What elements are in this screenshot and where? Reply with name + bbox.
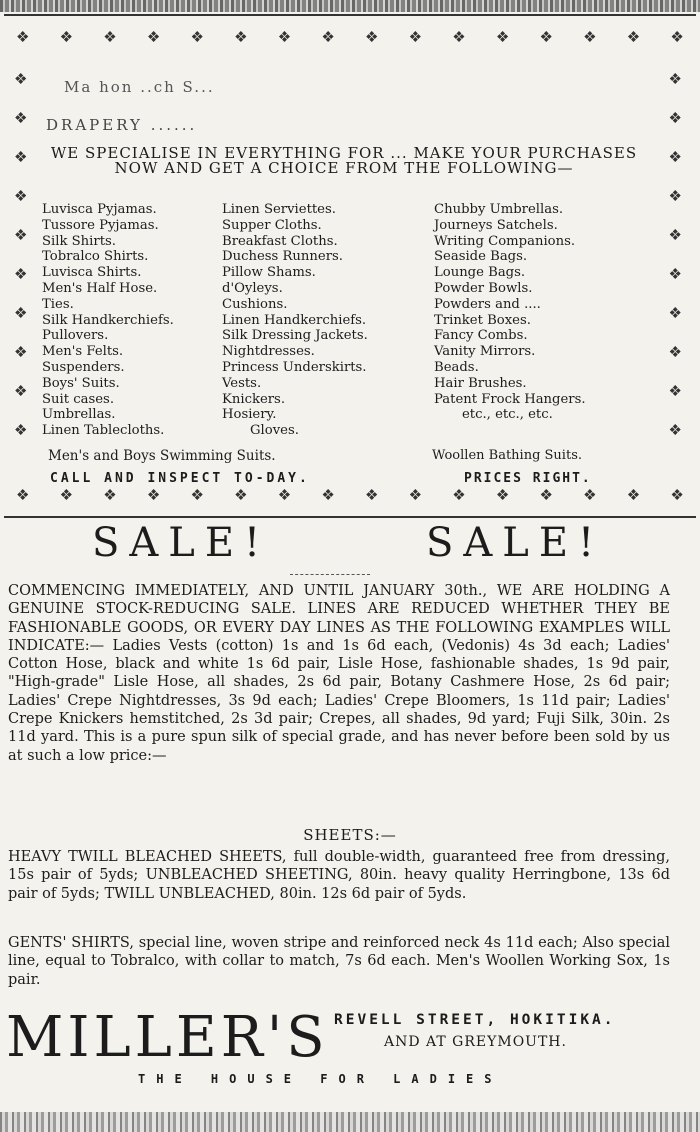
ornament-icon: ❖ xyxy=(668,343,682,361)
list-item: Powder Bowls. xyxy=(434,280,533,296)
ornament-icon: ❖ xyxy=(452,28,466,46)
store-address: REVELL STREET, HOKITIKA. xyxy=(334,1012,616,1028)
store-branch: AND AT GREYMOUTH. xyxy=(384,1034,567,1050)
list-item: Cushions. xyxy=(222,296,288,312)
ornament-icon: ❖ xyxy=(668,226,682,244)
product-list xyxy=(42,202,642,439)
list-item: Tussore Pyjamas. xyxy=(42,217,159,233)
list-item: Umbrellas. xyxy=(42,407,116,423)
call-inspect-slogan: CALL AND INSPECT TO-DAY. xyxy=(50,471,310,486)
left-ornament-column xyxy=(14,72,27,438)
list-item: Supper Cloths. xyxy=(222,217,322,233)
ornament-icon: ❖ xyxy=(539,28,553,46)
list-item: Linen Serviettes. xyxy=(222,202,336,217)
list-item: Linen Tablecloths. xyxy=(42,423,165,439)
ornament-icon: ❖ xyxy=(452,486,466,504)
ornament-icon: ❖ xyxy=(668,265,682,283)
bottom-ornament-row xyxy=(16,488,684,503)
store-name: MILLER'S xyxy=(6,1005,329,1070)
ornament-icon: ❖ xyxy=(190,28,204,46)
list-item: Men's Half Hose. xyxy=(42,280,158,296)
ornament-icon: ❖ xyxy=(668,148,682,166)
right-ornament-column xyxy=(669,72,682,438)
list-item: Seaside Bags. xyxy=(434,249,528,265)
list-item: Chubby Umbrellas. xyxy=(434,202,564,217)
list-item: Luvisca Shirts. xyxy=(42,265,142,281)
ornament-icon: ❖ xyxy=(14,109,28,127)
list-item: Silk Shirts. xyxy=(42,233,116,249)
ornament-icon: ❖ xyxy=(408,28,423,46)
woollen-bathing-line: Woollen Bathing Suits. xyxy=(432,448,582,463)
ornament-icon: ❖ xyxy=(539,486,553,504)
ornament-icon: ❖ xyxy=(583,28,597,46)
swimming-suits-line: Men's and Boys Swimming Suits. xyxy=(48,448,276,464)
ornament-icon: ❖ xyxy=(668,187,682,205)
ornament-icon: ❖ xyxy=(234,28,248,46)
list-item: Men's Felts. xyxy=(42,344,124,360)
ornament-icon: ❖ xyxy=(583,486,597,504)
ornament-icon: ❖ xyxy=(277,28,292,46)
ornament-icon: ❖ xyxy=(146,486,161,504)
ornament-icon: ❖ xyxy=(14,226,28,244)
list-item: Vanity Mirrors. xyxy=(434,344,536,360)
list-item: Powders and .... xyxy=(434,296,541,312)
list-item: Vests. xyxy=(222,375,262,391)
ad-header-line: Ma hon ..ch S... xyxy=(64,78,215,96)
ornament-icon: ❖ xyxy=(626,486,641,504)
list-item: Breakfast Cloths. xyxy=(222,233,338,249)
ornament-icon: ❖ xyxy=(146,28,161,46)
list-item: Linen Handkerchiefs. xyxy=(222,312,367,328)
ornament-icon: ❖ xyxy=(365,28,379,46)
ornament-icon: ❖ xyxy=(190,486,204,504)
list-item: Hair Brushes. xyxy=(434,375,527,391)
list-item: Nightdresses. xyxy=(222,344,315,360)
ornament-icon: ❖ xyxy=(668,109,682,127)
list-item: Gloves. xyxy=(250,423,299,439)
ornament-icon: ❖ xyxy=(668,304,682,322)
list-item: Tobralco Shirts. xyxy=(42,249,149,265)
list-item: Trinket Boxes. xyxy=(434,312,531,328)
drapery-heading: DRAPERY ...... xyxy=(46,116,198,134)
ornament-icon: ❖ xyxy=(277,486,292,504)
ad-intro: WE SPECIALISE IN EVERYTHING FOR ... MAKE YOUR PURCHASES NOW AND GET A CHOICE FROM THE FOLLOWING— xyxy=(50,144,638,177)
ornament-icon: ❖ xyxy=(668,382,682,400)
list-item: etc., etc., etc. xyxy=(462,407,553,423)
list-item: Pillow Shams. xyxy=(222,265,316,281)
ornament-icon: ❖ xyxy=(59,28,74,46)
list-item: Writing Companions. xyxy=(434,233,576,249)
list-item: Duchess Runners. xyxy=(222,249,343,265)
list-item: Suit cases. xyxy=(42,391,115,407)
list-item: Suspenders. xyxy=(42,359,125,375)
ornament-icon: ❖ xyxy=(14,421,28,439)
prices-right-slogan: PRICES RIGHT. xyxy=(464,471,592,486)
ornament-icon: ❖ xyxy=(670,28,684,46)
ornament-icon: ❖ xyxy=(495,28,510,46)
divider xyxy=(290,574,370,575)
list-item: Boys' Suits. xyxy=(42,375,120,391)
list-item: Knickers. xyxy=(222,391,286,407)
list-item: Pullovers. xyxy=(42,328,109,344)
list-item: Patent Frock Hangers. xyxy=(434,391,586,407)
bottom-border-strip xyxy=(0,1112,700,1132)
ornament-icon: ❖ xyxy=(321,28,335,46)
list-item: Luvisca Pyjamas. xyxy=(42,202,157,217)
sale-heading-left: SALE! xyxy=(92,520,271,566)
ornament-icon: ❖ xyxy=(14,343,28,361)
list-item: Fancy Combs. xyxy=(434,328,528,344)
list-item: Silk Handkerchiefs. xyxy=(42,312,174,328)
list-item: Silk Dressing Jackets. xyxy=(222,328,368,344)
ornament-icon: ❖ xyxy=(668,70,682,88)
list-item: Hosiery. xyxy=(222,407,277,423)
ornament-icon: ❖ xyxy=(103,28,117,46)
sale-heading-right: SALE! xyxy=(426,520,605,566)
list-item: Princess Underskirts. xyxy=(222,359,367,375)
product-column-1 xyxy=(42,202,222,439)
sheets-heading: SHEETS:— xyxy=(303,826,397,844)
list-item: Lounge Bags. xyxy=(434,265,526,281)
ornament-icon: ❖ xyxy=(14,304,28,322)
top-border-strip xyxy=(0,0,700,12)
list-item: d'Oyleys. xyxy=(222,280,283,296)
drapery-advertisement xyxy=(4,14,696,518)
top-ornament-row xyxy=(16,30,684,45)
ornament-icon: ❖ xyxy=(365,486,379,504)
sale-announcement: COMMENCING IMMEDIATELY, AND UNTIL JANUARY 30th., WE ARE HOLDING A GENUINE STOCK-REDUCING SALE. LINES ARE REDUCED WHETHER THEY BE FASHIONABLE GOODS, OR EVERY DAY LINES AS THE FOLLOWING EXAMPLES WILL INDICATE:— Ladies Vests (cotton) 1s and 1s 6d each, (Vedonis) 4s 3d each; Ladies' Cotton Hose, black and white 1s 6d pair, Lisle Hose, fashionable shades, 1s 9d pair, "High-grade" Lisle Hose, all shades, 2s 6d pair, Botany Cashmere Hose, 2s 6d pair; Ladies' Crepe Nightdresses, 3s 9d each; Ladies' Crepe Bloomers, 1s 11d pair; Ladies' Crepe Knickers hemstitched, 2s 3d pair; Crepes, all shades, 9d yard; Fuji Silk, 30in. 2s 11d yard. This is a pure spun silk of special grade, and has never before been sold by us at such a low price:— xyxy=(8,583,670,764)
ornament-icon: ❖ xyxy=(16,486,30,504)
product-column-3 xyxy=(434,202,642,439)
list-item: Beads. xyxy=(434,359,479,375)
list-item: Journeys Satchels. xyxy=(434,217,558,233)
product-column-2 xyxy=(222,202,434,439)
store-tagline: THE HOUSE FOR LADIES xyxy=(138,1072,503,1086)
sheets-paragraph: HEAVY TWILL BLEACHED SHEETS, full double-width, guaranteed free from dressing, 15s pair of 5yds; UNBLEACHED SHEETING, 80in. heavy quality Herringbone, 13s 6d pair of 5yds; TWILL UNBLEACHED, 80in. 12s 6d pair of 5yds. xyxy=(8,849,670,902)
ornament-icon: ❖ xyxy=(14,382,28,400)
ornament-icon: ❖ xyxy=(14,265,28,283)
ornament-icon: ❖ xyxy=(626,28,641,46)
ornament-icon: ❖ xyxy=(14,70,28,88)
ornament-icon: ❖ xyxy=(670,486,684,504)
ornament-icon: ❖ xyxy=(668,421,682,439)
ornament-icon: ❖ xyxy=(59,486,74,504)
ornament-icon: ❖ xyxy=(495,486,510,504)
ornament-icon: ❖ xyxy=(234,486,248,504)
ornament-icon: ❖ xyxy=(14,148,28,166)
ornament-icon: ❖ xyxy=(16,28,30,46)
shirts-paragraph: GENTS' SHIRTS, special line, woven stripe and reinforced neck 4s 11d each; Also special line, equal to Tobralco, with collar to match, 7s 6d each. Men's Woollen Working Sox, 1s pair. xyxy=(8,935,670,988)
ornament-icon: ❖ xyxy=(103,486,117,504)
ornament-icon: ❖ xyxy=(321,486,335,504)
ornament-icon: ❖ xyxy=(14,187,28,205)
list-item: Ties. xyxy=(42,296,74,312)
ornament-icon: ❖ xyxy=(408,486,423,504)
